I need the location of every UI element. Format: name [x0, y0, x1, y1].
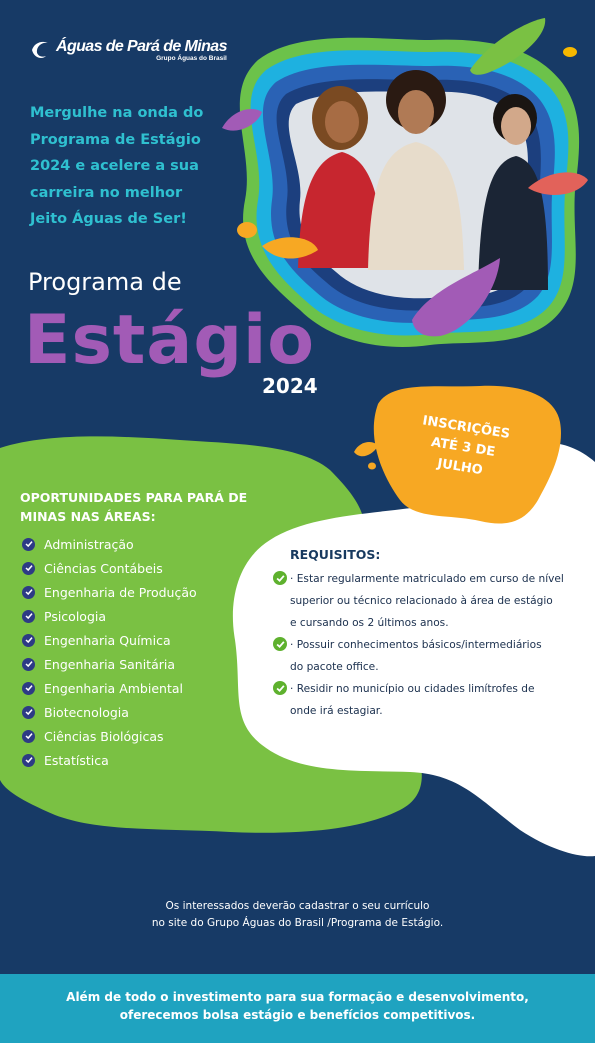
check-icon	[22, 634, 35, 647]
badge-drop-small	[368, 463, 376, 470]
check-icon	[22, 754, 35, 767]
check-icon	[22, 706, 35, 719]
list-item	[22, 556, 197, 580]
brand-name: Águas de Pará de Minas	[56, 38, 227, 55]
check-icon	[22, 730, 35, 743]
program-title: Programa de	[28, 268, 182, 296]
tagline-line: Jeito Águas de Ser!	[30, 211, 187, 227]
note-line: Os interessados deverão cadastrar o seu currículo	[165, 900, 430, 912]
list-item	[22, 676, 197, 700]
deadline-line: ATÉ 3 DE	[430, 435, 497, 460]
list-item	[273, 568, 588, 634]
list-item	[22, 532, 197, 556]
check-icon	[22, 610, 35, 623]
list-item	[22, 652, 197, 676]
area-label: Biotecnologia	[44, 704, 129, 720]
area-label: Administração	[44, 536, 134, 552]
list-item	[273, 678, 588, 722]
check-icon	[273, 681, 287, 695]
brand-logo	[30, 38, 227, 62]
application-note	[0, 898, 595, 931]
area-label: Engenharia Química	[44, 632, 171, 648]
area-label: Engenharia Ambiental	[44, 680, 183, 696]
list-item	[22, 748, 197, 772]
badge-drop	[354, 442, 378, 456]
list-item	[22, 700, 197, 724]
deadline-line: INSCRIÇÕES	[421, 413, 511, 443]
list-item	[273, 634, 588, 678]
requirement-text: · Estar regularmente matriculado em curso de nível superior ou técnico relacionado à área de estágio e cursando os 2 últimos anos.	[290, 573, 564, 629]
tagline-line: Programa de Estágio	[30, 131, 201, 148]
wave-logo-icon	[30, 38, 52, 60]
note-line: no site do Grupo Águas do Brasil /Programa de Estágio.	[151, 916, 444, 929]
list-item	[22, 580, 197, 604]
benefits-line: oferecemos bolsa estágio e benefícios competitivos.	[119, 1008, 476, 1022]
brand-group: Grupo Águas do Brasil	[156, 55, 227, 62]
requirement-text: · Possuir conhecimentos básicos/intermediários do pacote office.	[290, 639, 542, 673]
area-label: Engenharia de Produção	[44, 584, 197, 600]
check-icon	[22, 682, 35, 695]
requirement-text: · Residir no município ou cidades limítrofes de onde irá estagiar.	[290, 683, 535, 717]
deadline-line: JULHO	[436, 456, 484, 479]
list-item	[22, 628, 197, 652]
area-label: Ciências Contábeis	[44, 560, 163, 576]
check-icon	[22, 562, 35, 575]
people-photo	[298, 70, 548, 290]
requirements-heading: REQUISITOS:	[290, 547, 381, 562]
program-year: 2024	[262, 374, 318, 398]
list-item	[22, 724, 197, 748]
area-label: Estatística	[44, 752, 109, 768]
check-icon	[22, 586, 35, 599]
check-icon	[273, 571, 287, 585]
tagline	[30, 100, 250, 233]
area-label: Psicologia	[44, 608, 107, 624]
tagline-line: Mergulhe na onda do	[30, 105, 204, 121]
areas-heading: OPORTUNIDADES PARA PARÁ DE MINAS NAS ÁREAS:	[20, 490, 248, 524]
benefits-text	[0, 988, 595, 1024]
benefits-line: Além de todo o investimento para sua formação e desenvolvimento,	[66, 990, 529, 1004]
tagline-line: carreira no melhor	[30, 184, 183, 201]
areas-list	[22, 532, 197, 772]
requirements-list	[273, 568, 588, 722]
check-icon	[22, 538, 35, 551]
splash-yellow-top	[563, 47, 577, 57]
check-icon	[22, 658, 35, 671]
area-label: Engenharia Sanitária	[44, 656, 176, 672]
main-title: Estágio	[24, 301, 316, 380]
list-item	[22, 604, 197, 628]
tagline-line: 2024 e acelere a sua	[30, 158, 199, 174]
area-label: Ciências Biológicas	[44, 728, 164, 744]
check-icon	[273, 637, 287, 651]
